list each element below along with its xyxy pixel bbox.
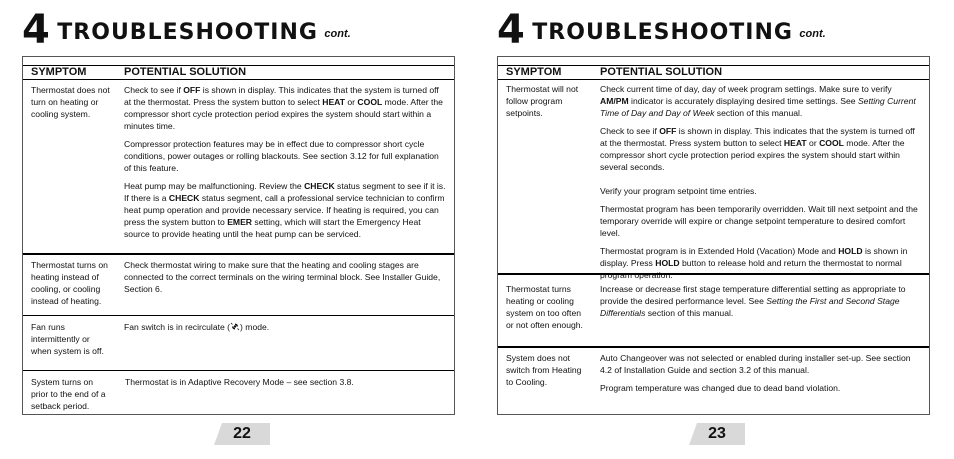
symptom-cell: Thermostat does not turn on heating or cooling system. bbox=[31, 85, 110, 119]
solution-header: POTENTIAL SOLUTION bbox=[600, 66, 723, 78]
symptom-header: SYMPTOM bbox=[506, 66, 562, 78]
solution-paragraph: Compressor protection features may be in effect due to compressor short cycle conditions, power outages or rolling blackouts. See section 3.12 for full explanation of this feature. bbox=[124, 139, 439, 173]
symptom-cell: Thermostat turns on heating instead of cooling, or cooling instead of heating. bbox=[31, 260, 108, 306]
solution-cell bbox=[124, 84, 446, 246]
continued-label: cont. bbox=[799, 28, 826, 40]
row-divider bbox=[23, 253, 454, 255]
troubleshooting-table bbox=[22, 56, 455, 415]
page-number: 23 bbox=[689, 423, 745, 445]
solution-cell: Thermostat is in Adaptive Recovery Mode – see section 3.8. bbox=[125, 377, 354, 387]
solution-paragraph: Thermostat program is in Extended Hold (Vacation) Mode and HOLD is shown in display. Press HOLD button to release hold and return the thermostat to normal program operation. bbox=[600, 246, 908, 280]
solution-paragraph: Verify your program setpoint time entries. bbox=[600, 186, 757, 196]
solution-paragraph: Program temperature was changed due to dead band violation. bbox=[600, 383, 841, 393]
row-divider bbox=[498, 346, 929, 348]
fan-recirculate-icon bbox=[230, 322, 240, 331]
symptom-header: SYMPTOM bbox=[31, 66, 87, 78]
solution-cell: Check thermostat wiring to make sure that the heating and cooling stages are connected to the correct terminals on the wiring terminal block. See Installer Guide, Section 6. bbox=[124, 260, 441, 294]
solution-paragraph: Thermostat program has been temporarily overridden. Wait till next setpoint and the temporary override will expire or change setpoint temperature to desired comfort level. bbox=[600, 204, 918, 238]
section-number: 4 bbox=[22, 7, 49, 53]
row-divider bbox=[23, 315, 454, 316]
page-number: 22 bbox=[214, 423, 270, 445]
table-header bbox=[23, 65, 454, 80]
solution-cell: Fan switch is in recirculate ( ) mode. bbox=[124, 322, 270, 332]
solution-paragraph: Check to see if OFF is shown in display. This indicates that the system is turned off at the thermostat. Press system button to select HEAT or COOL mode. After the compressor short cycle protection period expires the system should start within several seconds. bbox=[600, 126, 915, 172]
solution-paragraph: Auto Changeover was not selected or enabled during installer set-up. See section 4.2 of Installation Guide and section 3.2 of this manual. bbox=[600, 353, 911, 375]
solution-cell bbox=[600, 352, 922, 400]
section-title bbox=[497, 7, 826, 53]
solution-paragraph: Check to see if OFF is shown in display. This indicates that the system is turned off at the thermostat. Press the system button to select HEAT or COOL mode. After the compressor short cycle protection period expires the system should start within a minutes time. bbox=[124, 85, 443, 131]
symptom-cell: System turns on prior to the end of a setback period. bbox=[31, 377, 106, 411]
symptom-cell: System does not switch from Heating to Cooling. bbox=[506, 353, 582, 387]
symptom-cell: Thermostat will not follow program setpoints. bbox=[506, 84, 579, 118]
row-divider bbox=[498, 273, 929, 275]
section-number: 4 bbox=[497, 7, 524, 53]
symptom-cell: Fan runs intermittently or when system is off. bbox=[31, 322, 104, 356]
solution-cell bbox=[600, 83, 922, 287]
solution-paragraph: Check current time of day, day of week program settings. Make sure to verify AM/PM indicator is accurately displaying desired time settings. See Setting Current Time of Day and Day of Week section of this manual. bbox=[600, 84, 916, 118]
troubleshooting-table bbox=[497, 56, 930, 415]
row-divider bbox=[23, 370, 454, 371]
symptom-cell: Thermostat turns heating or cooling system on too often or not often enough. bbox=[506, 284, 583, 330]
solution-paragraph: Heat pump may be malfunctioning. Review the CHECK status segment to see if it is. If there is a CHECK status segment, call a professional service technician to confirm heat pump operation and provide necessary service. If heating is required, you can press the system button to EMER setting, which will start the Emergency Heat source to provide heating until the heat pump can be serviced. bbox=[124, 181, 446, 239]
section-heading: TROUBLESHOOTING bbox=[532, 20, 793, 45]
solution-cell: Increase or decrease first stage temperature differential setting as appropriate to provide the desired performance level. See Setting the First and Second Stage Differentials section of this manual. bbox=[600, 284, 906, 318]
continued-label: cont. bbox=[324, 28, 351, 40]
section-heading: TROUBLESHOOTING bbox=[57, 20, 318, 45]
section-title bbox=[22, 7, 351, 53]
table-header bbox=[498, 65, 929, 80]
solution-header: POTENTIAL SOLUTION bbox=[124, 66, 247, 78]
